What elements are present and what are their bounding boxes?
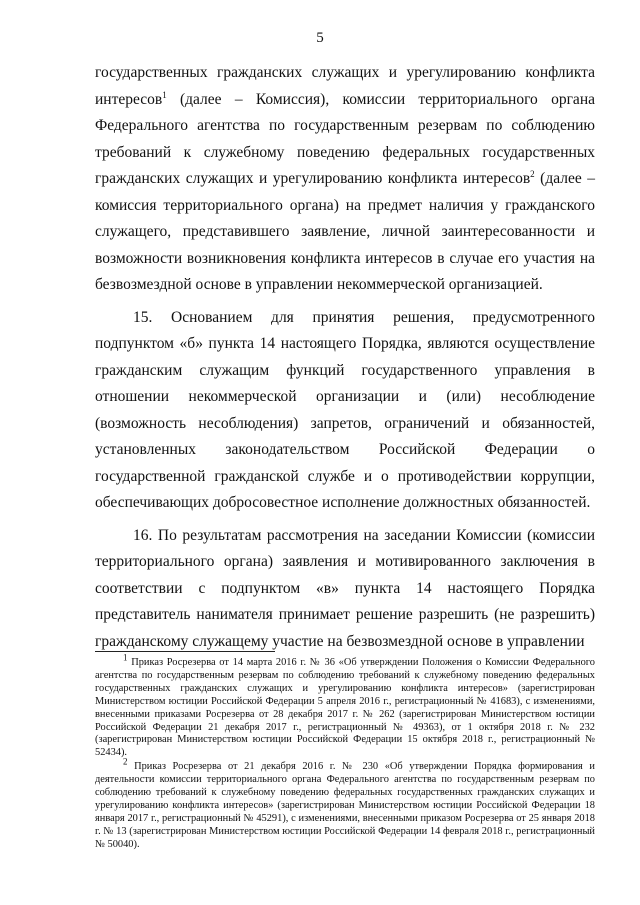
paragraph-16: 16. По результатам рассмотрения на заседании Комиссии (комиссии территориального органа) заявления и мотивированного заключения в соответствии с подпунктом «в» пункта 14 настоящего Порядка представитель нанимателя принимает решение разрешить (не разрешить) гражданскому служащему участие на безвозмездной основе в управлении — [95, 526, 595, 650]
footnote-marker: 1 — [123, 652, 128, 663]
page-number: 5 — [316, 30, 324, 46]
footnote-1 — [95, 652, 595, 760]
document-body — [95, 60, 595, 655]
footnote-text: Приказ Росрезерва от 21 декабря 2016 г. № 230 «Об утверждении Порядка формирования и деятельности комиссии территориального органа Федерального агентства по государственным резервам по соблюдению требований к служебному поведению федеральных государственных гражданских служащих и урегулированию конфликта интересов» (зарегистрирован Министерством юстиции Российской Федерации 18 января 2017 г., регистрационный № 45291), с изменениями, внесенными приказом Росрезерва от 25 января 2018 г. № 13 (зарегистрирован Министерством юстиции Российской Федерации 14 февраля 2018 г., регистрационный № 50040). — [95, 761, 595, 850]
footnote-2 — [95, 756, 595, 851]
footnote-separator — [95, 651, 275, 652]
paragraph-15: 15. Основанием для принятия решения, предусмотренного подпунктом «б» пункта 14 настоящего Порядка, являются осуществление гражданским служащим функций государственного управления в отношении некоммерческой организации и (или) несоблюдение (возможность несоблюдения) запретов, ограничений и обязанностей, установленных законодательством Российской Федерации о государственной гражданской службе и о противодействии коррупции, обеспечивающих добросовестное исполнение должностных обязанностей. — [95, 308, 595, 511]
footnote-reference-1[interactable]: 1 — [162, 89, 167, 100]
footnotes — [95, 652, 595, 852]
paragraph-continuation — [95, 60, 595, 299]
paragraph-text: государственных гражданских служащих и урегулированию конфликта интересов — [95, 64, 595, 108]
footnote-marker: 2 — [123, 756, 128, 767]
paragraph-text: (далее – Комиссия), комиссии территориального органа Федерального агентства по государственным резервам по соблюдению требований к служебному поведению федеральных государственных гражданских служащих и урегулированию конфликта интересов — [95, 90, 595, 187]
footnote-text: Приказ Росрезерва от 14 марта 2016 г. № 36 «Об утверждении Положения о Комиссии Федерального агентства по государственным резервам по соблюдению требований к служебному поведению федеральных государственных гражданских служащих и урегулированию конфликта интересов» (зарегистрирован Министерством юстиции Российской Федерации 5 апреля 2016 г., регистрационный № 41683), с изменениями, внесенными приказами Росрезерва от 28 декабря 2017 г. № 262 (зарегистрирован Министерством юстиции Российской Федерации 21 декабря 2017 г., регистрационный № 49363), от 1 октября 2018 г. № 232 (зарегистрирован Министерством юстиции Российской Федерации 15 октября 2018 г., регистрационный № 52434). — [95, 657, 595, 759]
paragraph-text: (далее – комиссия территориального органа) на предмет наличия у гражданского служащего, представившего заявление, личной заинтересованности и возможности возникновения конфликта интересов в случае его участия на безвозмездной основе в управлении некоммерческой организацией. — [95, 170, 595, 293]
footnote-reference-2[interactable]: 2 — [530, 168, 535, 179]
